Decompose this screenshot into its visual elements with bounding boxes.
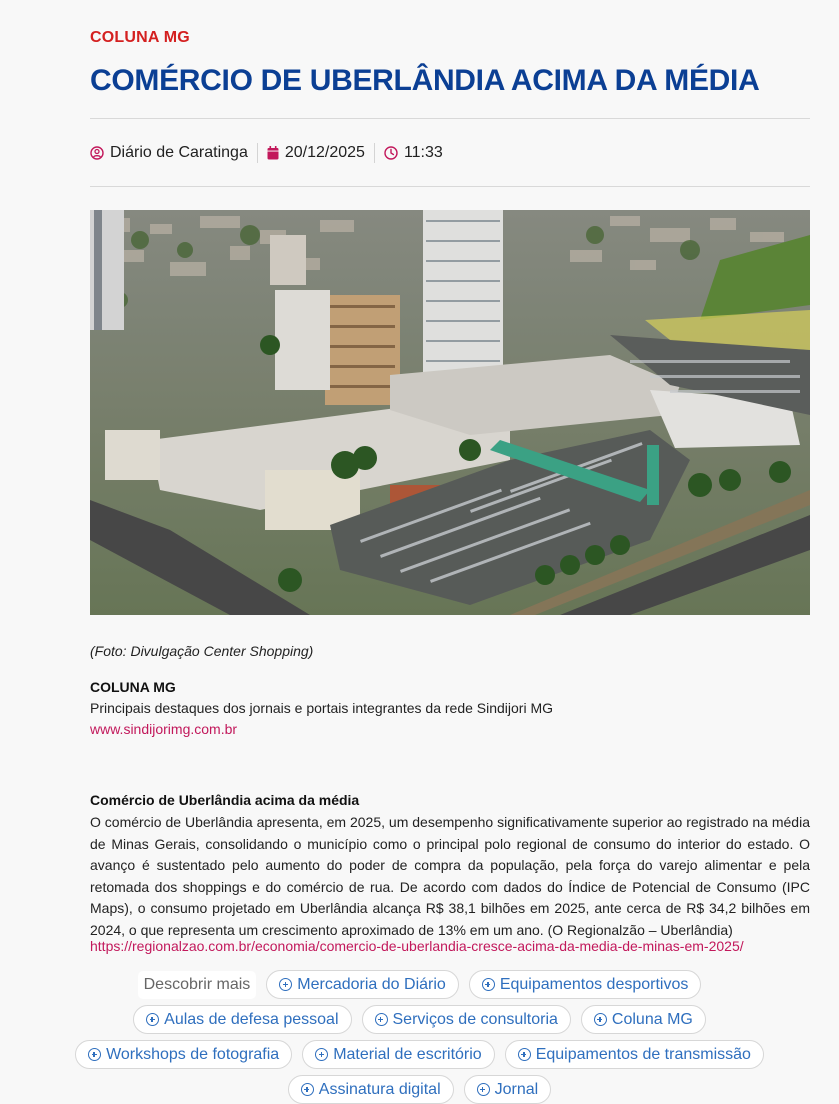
chip-label: Workshops de fotografia [106,1045,280,1063]
meta-separator [374,143,375,163]
column-subtitle: Principais destaques dos jornais e portais integrantes da rede Sindijori MG [90,700,554,716]
section-kicker[interactable]: COLUNA MG [90,29,190,46]
chip-label: Mercadoria do Diário [297,975,446,993]
chip-mercadoria-do-diario[interactable] [266,970,459,999]
chip-coluna-mg[interactable] [581,1005,706,1034]
publish-date: 20/12/2025 [284,144,365,161]
chip-row [0,970,839,1000]
article-meta [90,142,443,164]
meta-separator [257,143,258,163]
clock-icon [384,146,398,160]
chip-jornal[interactable] [464,1075,552,1104]
column-title: COLUNA MG [90,679,176,695]
photo-caption: (Foto: Divulgação Center Shopping) [90,643,314,659]
chip-row [0,1075,839,1104]
plus-circle-icon [375,1013,388,1026]
author-meta [90,144,248,162]
chip-equipamentos-de-transmissao[interactable] [505,1040,764,1069]
article-body: O comércio de Uberlândia apresenta, em 2025, um desempenho significativamente superior ao registrado na média de Minas Gerais, consolidando o município como o principal polo regional de consumo do interior do estado. O avanço é sustentado pelo aumento do poder de compra da população, pela força do varejo alimentar e pela retomada dos shoppings e do comércio de rua. De acordo com dados do Índice de Potencial de Consumo (IPC Maps), o consumo projetado em Uberlândia alcança R$ 38,1 bilhões em 2025, ante cerca de R$ 34,2 bilhões em 2024, o que representa um crescimento aproximado de 13% em um ano. (O Regionalzão – Uberlândia) [90,814,810,938]
column-link[interactable]: www.sindijorimg.com.br [90,721,238,737]
page-title: COMÉRCIO DE UBERLÂNDIA ACIMA DA MÉDIA [90,64,760,97]
chip-row [0,1040,839,1070]
user-circle-icon [90,146,104,160]
plus-circle-icon [279,978,292,991]
plus-circle-icon [146,1013,159,1026]
plus-circle-icon [301,1083,314,1096]
chip-label: Aulas de defesa pessoal [164,1010,339,1028]
time-meta [384,144,443,162]
chip-label: Assinatura digital [318,1080,441,1098]
chip-label: Coluna MG [611,1010,693,1028]
publish-time: 11:33 [403,144,443,161]
source-link[interactable]: https://regionalzao.com.br/economia/comercio-de-uberlandia-cresce-acima-da-media-de-minas-em-2025/ [90,938,744,954]
chip-equipamentos-desportivos[interactable] [469,970,702,999]
chip-assinatura-digital[interactable] [288,1075,454,1104]
calendar-icon [267,146,279,160]
plus-circle-icon [518,1048,531,1061]
chip-label: Serviços de consultoria [392,1010,558,1028]
plus-circle-icon [482,978,495,991]
chip-label: Material de escritório [333,1045,482,1063]
chip-aulas-de-defesa-pessoal[interactable] [133,1005,351,1034]
chip-label: Jornal [494,1080,539,1098]
plus-circle-icon [315,1048,328,1061]
discover-more [0,970,839,1104]
plus-circle-icon [88,1048,101,1061]
divider [90,186,810,187]
date-meta [267,144,365,162]
body-title: Comércio de Uberlândia acima da média [90,792,360,808]
author-name[interactable]: Diário de Caratinga [110,144,248,161]
chip-servicos-de-consultoria[interactable] [362,1005,571,1034]
chip-material-de-escritorio[interactable] [302,1040,495,1069]
discover-label: Descobrir mais [138,971,257,999]
chip-label: Equipamentos desportivos [499,975,689,993]
divider [90,118,810,119]
chip-row [0,1005,839,1035]
chip-workshops-de-fotografia[interactable] [75,1040,292,1069]
article-photo[interactable] [90,210,810,615]
plus-circle-icon [594,1013,607,1026]
plus-circle-icon [477,1083,490,1096]
chip-label: Equipamentos de transmissão [535,1045,751,1063]
